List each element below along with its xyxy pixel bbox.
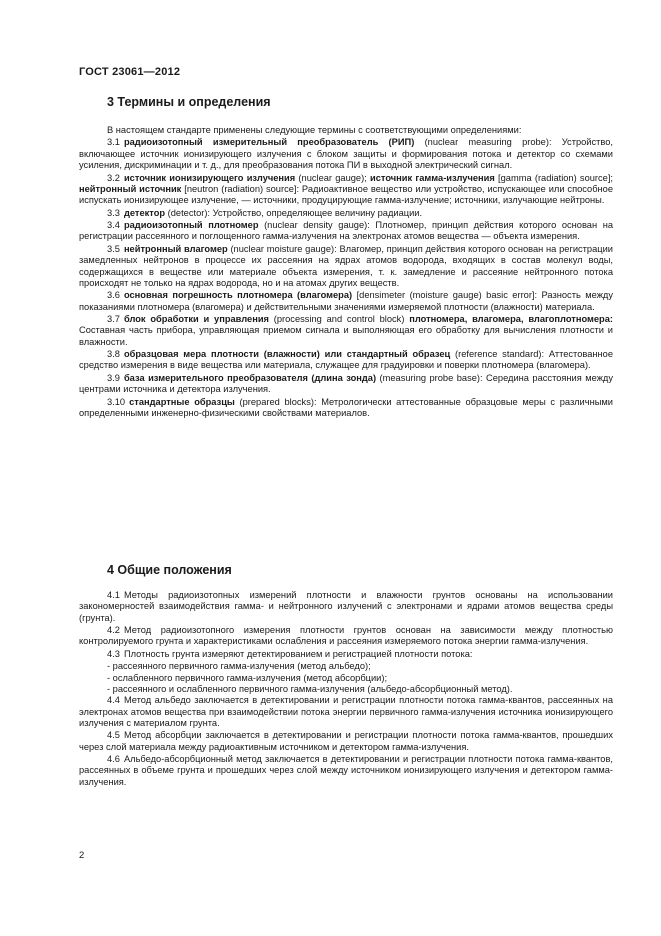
section-3-title: 3 Термины и определения [107,95,271,109]
term-definition: (measuring probe base): Середина расстояния между центрами источника и детектора излучения. [79,372,613,395]
paragraph-4-6 [79,754,613,788]
term-name: стандартные образцы [129,396,235,407]
paragraph-text: Альбедо-абсорбционный метод заключается в детектировании и регистрации плотности потока гамма-квантов, рассеянных в объеме грунта и прошедших через слой между источником ионизирующего излучения и детектором гамма-излучения. [79,754,613,787]
paragraph-number: 4.1 [107,590,120,600]
term-definition: (processing and control block) [268,314,410,325]
term-definition: (nuclear gauge); [295,172,370,183]
paragraph-text: Метод радиоизотопного измерения плотности грунтов основан на зависимости между плотностью контролируемого грунта и характеристиками ослабления и рассеяния измеряемого потока энергии гамма-излучения. [79,625,613,647]
paragraph-number: 4.4 [107,695,120,706]
paragraph-number: 4.3 [107,648,120,659]
term-name: образцовая мера плотности (влажности) или стандартный образец [123,349,451,360]
paragraph-number: 4.2 [107,625,120,636]
section-4-body [79,590,613,789]
term-number: 3.6 [107,290,120,301]
term-number: 3.10 [107,396,126,407]
term-number: 3.2 [107,172,120,183]
term-definition-2: [gamma (radiation) source]; [494,172,613,183]
term-3-8 [79,349,613,372]
paragraph-4-4 [79,695,613,729]
term-3-5 [79,244,613,289]
term-definition-2: Составная часть прибора, управляющая приемом сигнала и выполняющая его обработку для вычисления плотности и влажности. [79,325,613,347]
term-3-3 [79,208,613,219]
term-3-4 [79,220,613,243]
term-definition: (nuclear moisture gauge): Влагомер, принцип действия которого основан на регистрации замедленных нейтронов в процессе их рассеяния на ядрах атомов водорода, входящих в состав молекул воды, содержащихся в веществе или материале объекта измерения, т. к. замедление и рассеяние нейтронного потока происходят не только на ядрах водорода, но и на атомах других веществ. [79,243,613,288]
term-definition: (prepared blocks): Метрологически аттестованные образцовые меры с различными определенными инженерно-физическими свойствами материалов. [79,396,613,418]
term-number: 3.5 [107,243,120,254]
paragraph-text: Плотность грунта измеряют детектированием и регистрацией плотности потока: [123,648,473,659]
term-name-3: нейтронный источник [79,183,182,194]
term-name: блок обработки и управления [123,314,269,325]
term-definition: (nuclear measuring probe): Устройство, включающее источник ионизирующего излучения с блоком защиты и формирования потока и детектор со схемами усиления, дискриминации и т. д., для преобразования потока ПИ в выходной электрический сигнал. [79,137,613,171]
term-definition: [densimeter (moisture gauge) basic error]: Разность между показаниями плотномера (влагомера) и действительными значениями измеряемой плотности (влажности) материала. [79,290,613,312]
paragraph-text: Метод альбедо заключается в детектировании и регистрации плотности потока гамма-квантов, рассеянных на электронах атомов вещества при взаимодействии потока энергии первичного гамма-излучения источника ионизирующего излучения с материалом грунта. [79,695,613,728]
term-number: 3.1 [107,137,120,148]
term-definition: (detector): Устройство, определяющее величину радиации. [165,207,423,218]
term-definition: (reference standard): Аттестованное средство измерения в виде вещества или материала, служащее для градуировки и поверки плотномера (влагомера). [79,349,613,371]
term-number: 3.7 [107,314,120,325]
term-name-2: плотномера, влагомера, влагоплотномера: [409,314,613,325]
term-definition-3: [neutron (radiation) source]: Радиоактивное вещество или устройство, испускающее или способное испускать ионизирующее излучение, — источники, продуцирующие гамма-излучение; источники, излучающие нейтроны. [79,183,614,206]
document-header: ГОСТ 23061—2012 [79,66,181,78]
list-item: - ослабленного первичного гамма-излучения (метод абсорбции); [107,672,388,683]
term-name: нейтронный влагомер [123,243,228,254]
term-3-6 [79,290,613,313]
term-name-2: источник гамма-излучения [370,172,495,183]
term-3-10 [79,397,613,420]
section-3-body [79,125,613,420]
term-3-2 [79,173,613,207]
term-number: 3.8 [107,349,120,360]
paragraph-text: Метод абсорбции заключается в детектировании и регистрации плотности потока гамма-квантов, прошедших через слой материала между радиоактивным источником и детектором гамма-излучения. [79,730,613,752]
term-name: радиоизотопный плотномер [123,220,259,231]
page-number: 2 [79,850,85,861]
term-3-9 [79,373,613,396]
term-3-7 [79,314,613,348]
term-name: радиоизотопный измерительный преобразователь (РИП) [123,137,415,148]
paragraph-4-3 [79,649,613,660]
paragraph-4-5 [79,730,613,753]
paragraph-number: 4.5 [107,730,120,741]
list-item: - рассеянного и ослабленного первичного гамма-излучения (альбедо-абсорбционный метод). [107,683,513,694]
term-3-1 [79,137,613,171]
section-3-intro: В настоящем стандарте применены следующие термины с соответствующими определениями: [107,125,522,135]
list-item: - рассеянного первичного гамма-излучения (метод альбедо); [107,661,371,672]
paragraph-text: Методы радиоизотопных измерений плотности и влажности грунтов основаны на использовании закономерностей взаимодействия гамма- и нейтронного излучений с электронами и ядрами атомов вещества среды (грунта). [79,590,613,623]
term-name: база измерительного преобразователя (длина зонда) [123,372,377,383]
term-number: 3.3 [107,207,120,218]
paragraph-4-1 [79,590,613,624]
paragraph-number: 4.6 [107,754,120,765]
term-name: источник ионизирующего излучения [123,172,296,183]
paragraph-4-2 [79,625,613,648]
term-number: 3.9 [107,372,120,383]
term-definition: (nuclear density gauge): Плотномер, принцип действия которого основан на регистрации рассеянного и поглощенного гамма-излучения на электронах атомов вещества — объекта измерения. [79,220,613,242]
section-4-title: 4 Общие положения [107,563,232,577]
term-name: основная погрешность плотномера (влагомера) [123,290,353,301]
term-name: детектор [123,207,166,218]
term-number: 3.4 [107,220,120,231]
